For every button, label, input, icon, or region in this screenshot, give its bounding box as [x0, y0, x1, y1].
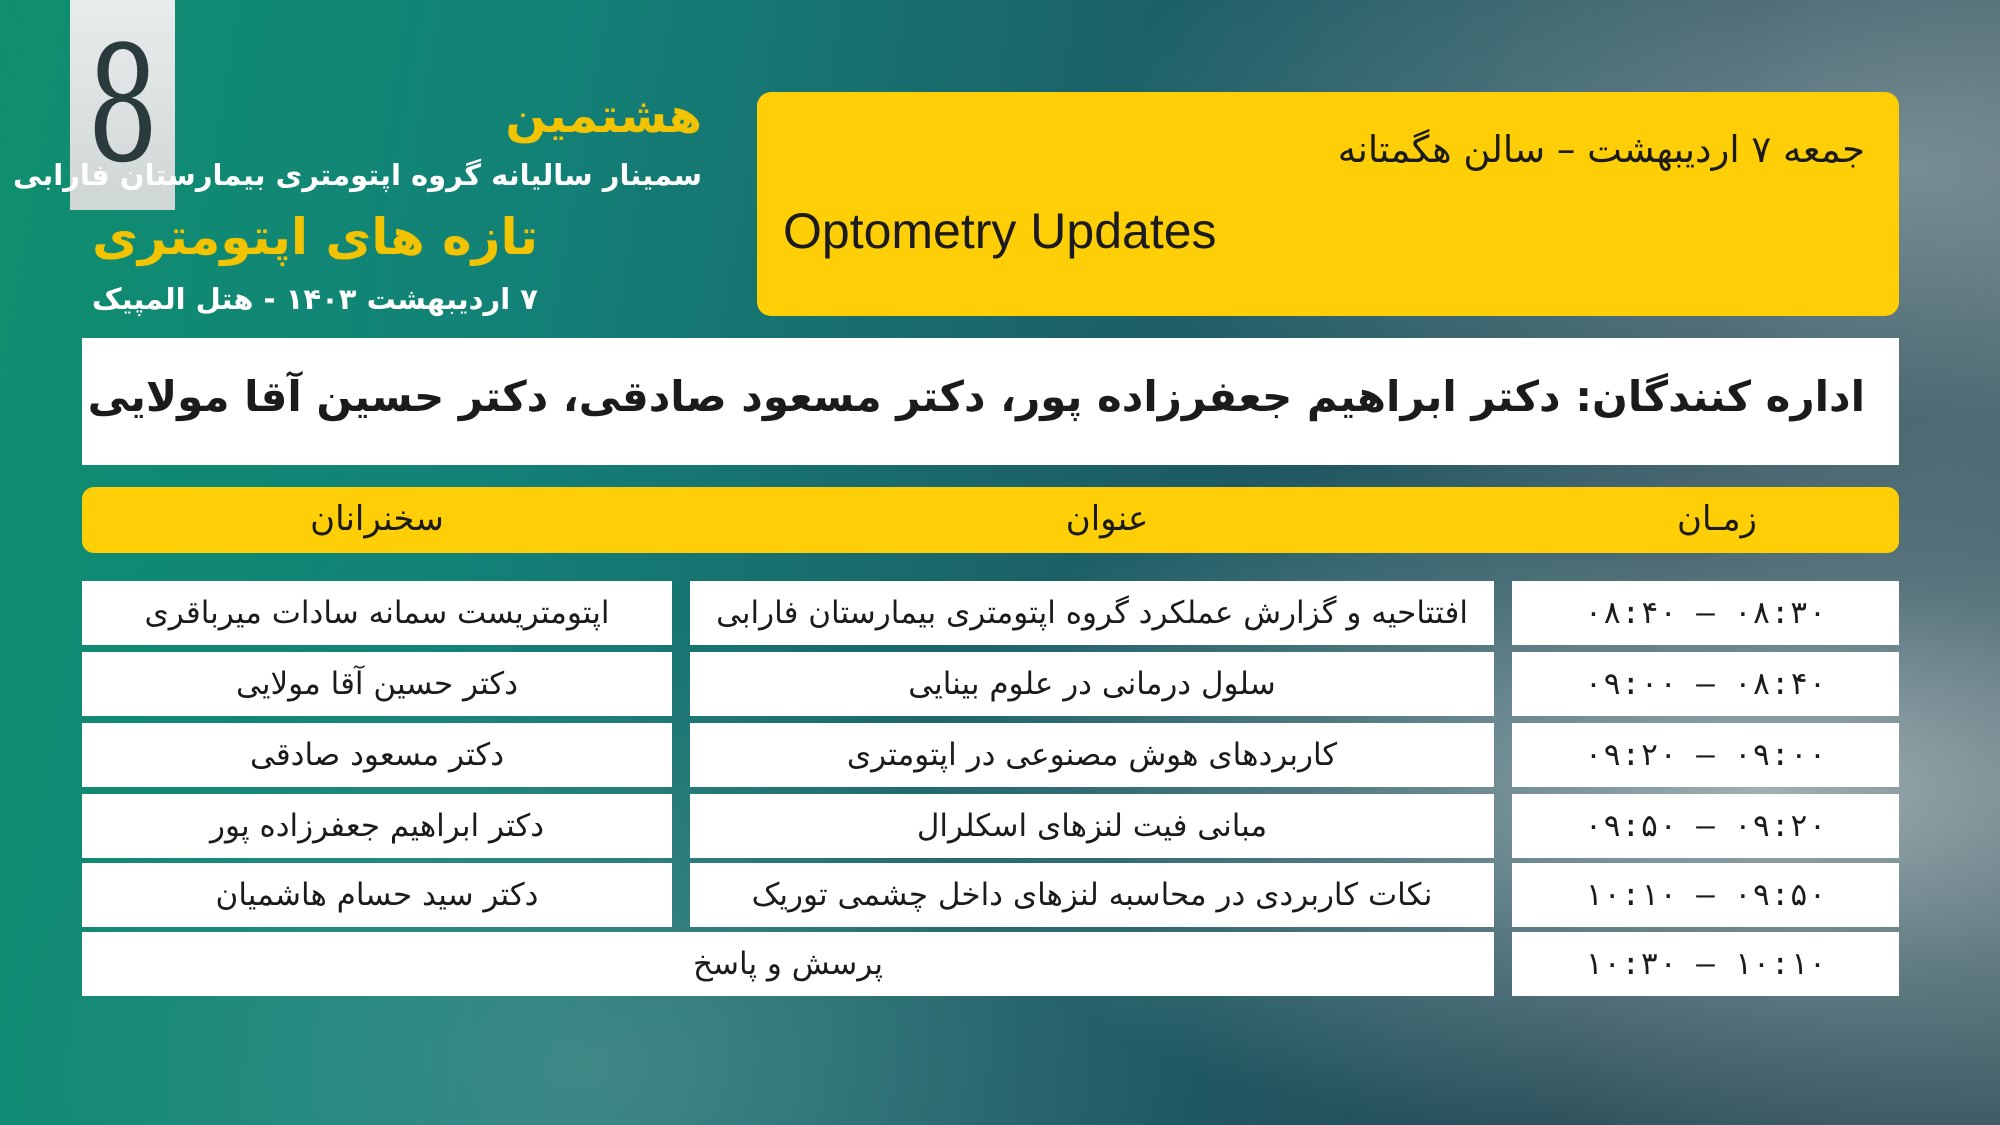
header-date-venue: ۷ اردیبهشت ۱۴۰۳ - هتل المپیک [91, 282, 538, 316]
event-title: Optometry Updates [783, 203, 1217, 259]
column-header-topic: عنوان [1065, 499, 1149, 539]
schedule-topic: نکات کاربردی در محاسبه لنزهای داخل چشمی توریک [690, 863, 1494, 927]
schedule-speaker: دکتر مسعود صادقی [82, 723, 672, 787]
header-seminar-name: سمینار سالیانه گروه اپتومتری بیمارستان فارابی [12, 158, 702, 192]
schedule-time: ۱۰:۱۰ – ۱۰:۳۰ [1512, 932, 1899, 996]
schedule-time: ۰۹:۲۰ – ۰۹:۵۰ [1512, 794, 1899, 858]
schedule-time: ۰۹:۵۰ – ۱۰:۱۰ [1512, 863, 1899, 927]
schedule-topic: افتتاحیه و گزارش عملکرد گروه اپتومتری بیمارستان فارابی [690, 581, 1494, 645]
schedule-time: ۰۸:۳۰ – ۰۸:۴۰ [1512, 581, 1899, 645]
schedule-speaker: دکتر ابراهیم جعفرزاده پور [82, 794, 672, 858]
schedule-time: ۰۹:۰۰ – ۰۹:۲۰ [1512, 723, 1899, 787]
schedule-topic: سلول درمانی در علوم بینایی [690, 652, 1494, 716]
schedule-speaker: اپتومتریست سمانه سادات میرباقری [82, 581, 672, 645]
event-date-hall: جمعه ۷ اردیبهشت – سالن هگمتانه [1337, 128, 1865, 171]
schedule-speaker: دکتر حسین آقا مولایی [82, 652, 672, 716]
schedule-topic: مبانی فیت لنزهای اسکلرال [690, 794, 1494, 858]
schedule-time: ۰۸:۴۰ – ۰۹:۰۰ [1512, 652, 1899, 716]
moderators-box [82, 338, 1899, 465]
header-ordinal: هشتمین [505, 88, 702, 144]
schedule-topic-qa: پرسش و پاسخ [82, 932, 1494, 996]
event-info-box [757, 92, 1899, 316]
schedule-speaker: دکتر سید حسام هاشمیان [82, 863, 672, 927]
column-header-time: زمـان [1677, 499, 1757, 539]
moderators-text: اداره کنندگان: دکتر ابراهیم جعفرزاده پور، دکتر مسعود صادقی، دکتر حسین آقا مولایی [87, 372, 1865, 421]
table-header-bar [82, 487, 1899, 553]
logo-number: 8 [86, 11, 159, 198]
column-header-speakers: سخنرانان [310, 499, 444, 539]
header-theme-title: تازه های اپتومتری [92, 208, 538, 266]
schedule-topic: کاربردهای هوش مصنوعی در اپتومتری [690, 723, 1494, 787]
